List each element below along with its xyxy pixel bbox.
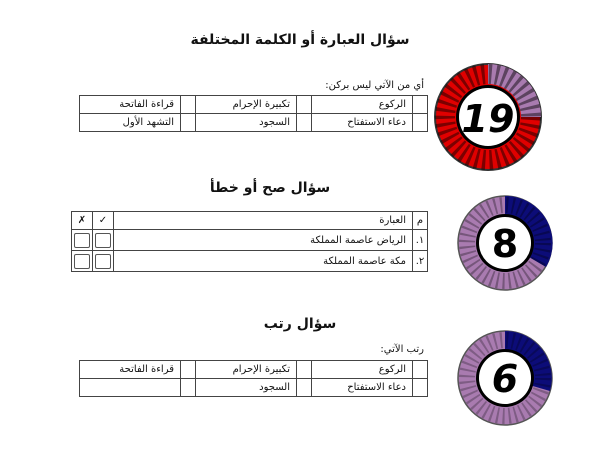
header-number: م — [413, 212, 428, 230]
answer-cell[interactable] — [181, 361, 196, 379]
true-checkbox[interactable] — [93, 230, 114, 251]
answer-cell[interactable] — [297, 114, 312, 132]
section-3-table — [79, 360, 428, 397]
option-cell[interactable] — [80, 379, 181, 397]
section-1-title: سؤال العبارة أو الكلمة المختلفة — [190, 32, 410, 48]
option-cell[interactable]: تكبيرة الإحرام — [196, 96, 297, 114]
row-number — [413, 361, 428, 379]
statement-text: مكة عاصمة المملكة — [114, 251, 413, 272]
section-1-table — [79, 95, 428, 132]
section-2-table — [71, 211, 428, 272]
table-row — [80, 114, 428, 132]
answer-cell[interactable] — [181, 114, 196, 132]
badge-number: 6 — [491, 357, 519, 401]
option-cell[interactable]: التشهد الأول — [80, 114, 181, 132]
row-number — [413, 96, 428, 114]
table-row — [80, 96, 428, 114]
section-3-title: سؤال رتب — [263, 316, 337, 332]
option-cell[interactable]: دعاء الاستفتاح — [312, 114, 413, 132]
table-row — [72, 251, 428, 272]
option-cell[interactable]: دعاء الاستفتاح — [312, 379, 413, 397]
row-number: ١. — [413, 230, 428, 251]
option-cell[interactable]: السجود — [196, 114, 297, 132]
section-3-prompt: رتب الآتي: — [380, 344, 424, 355]
option-cell[interactable]: السجود — [196, 379, 297, 397]
check-icon: ✓ — [93, 212, 114, 230]
option-cell[interactable]: الركوع — [312, 96, 413, 114]
table-row — [72, 230, 428, 251]
answer-cell[interactable] — [181, 379, 196, 397]
option-cell[interactable]: تكبيرة الإحرام — [196, 361, 297, 379]
row-number — [413, 114, 428, 132]
row-number — [413, 379, 428, 397]
cross-icon: ✗ — [72, 212, 93, 230]
section-2-title: سؤال صح أو خطأ — [209, 180, 331, 196]
section-1-prompt: أي من الآتي ليس بركن: — [325, 80, 424, 91]
timer-badge-8 — [456, 194, 554, 292]
answer-cell[interactable] — [181, 96, 196, 114]
badge-number: 19 — [461, 97, 515, 141]
statement-text: الرياض عاصمة المملكة — [114, 230, 413, 251]
answer-cell[interactable] — [297, 379, 312, 397]
table-row — [80, 379, 428, 397]
timer-badge-6 — [456, 329, 554, 427]
header-statement: العبارة — [114, 212, 413, 230]
table-row — [80, 361, 428, 379]
false-checkbox[interactable] — [72, 230, 93, 251]
badge-number: 8 — [491, 222, 519, 266]
true-checkbox[interactable] — [93, 251, 114, 272]
option-cell[interactable]: قراءة الفاتحة — [80, 96, 181, 114]
row-number: ٢. — [413, 251, 428, 272]
table-header-row — [72, 212, 428, 230]
timer-badge-19 — [433, 62, 543, 172]
answer-cell[interactable] — [297, 96, 312, 114]
option-cell[interactable]: قراءة الفاتحة — [80, 361, 181, 379]
answer-cell[interactable] — [297, 361, 312, 379]
option-cell[interactable]: الركوع — [312, 361, 413, 379]
false-checkbox[interactable] — [72, 251, 93, 272]
